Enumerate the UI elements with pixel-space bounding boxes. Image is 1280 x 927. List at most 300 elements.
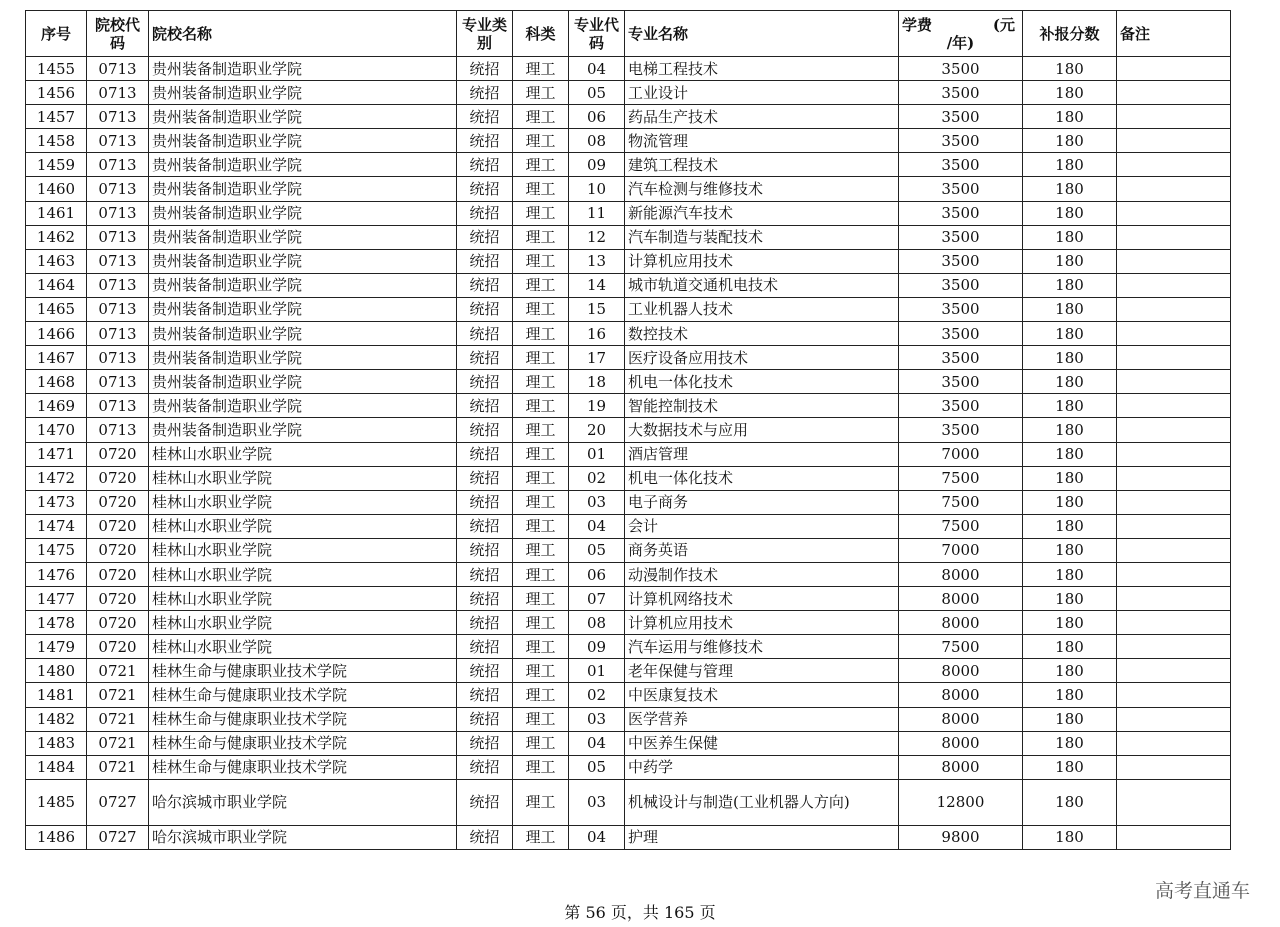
table-row	[26, 394, 1231, 418]
cell-category: 统招	[457, 731, 513, 755]
cell-school-code: 0713	[87, 129, 149, 153]
cell-seq: 1463	[26, 249, 87, 273]
cell-major-name: 酒店管理	[625, 442, 899, 466]
table-row	[26, 562, 1231, 586]
table-row	[26, 201, 1231, 225]
cell-major-name: 工业机器人技术	[625, 297, 899, 321]
cell-school-code: 0727	[87, 779, 149, 825]
cell-score: 180	[1023, 249, 1117, 273]
cell-category: 统招	[457, 249, 513, 273]
cell-school-name: 桂林生命与健康职业技术学院	[149, 659, 457, 683]
cell-seq: 1471	[26, 442, 87, 466]
cell-score: 180	[1023, 538, 1117, 562]
cell-subject: 理工	[513, 322, 569, 346]
cell-school-name: 贵州装备制造职业学院	[149, 370, 457, 394]
cell-major-code: 01	[569, 659, 625, 683]
cell-category: 统招	[457, 346, 513, 370]
header-row	[26, 11, 1231, 57]
cell-remark	[1117, 587, 1231, 611]
table-row	[26, 57, 1231, 81]
cell-major-name: 中医养生保健	[625, 731, 899, 755]
cell-remark	[1117, 731, 1231, 755]
cell-school-name: 哈尔滨城市职业学院	[149, 825, 457, 849]
cell-school-name: 贵州装备制造职业学院	[149, 201, 457, 225]
cell-school-name: 贵州装备制造职业学院	[149, 153, 457, 177]
cell-fee: 3500	[899, 81, 1023, 105]
cell-subject: 理工	[513, 683, 569, 707]
cell-school-code: 0721	[87, 707, 149, 731]
table-row	[26, 442, 1231, 466]
cell-seq: 1483	[26, 731, 87, 755]
cell-subject: 理工	[513, 825, 569, 849]
cell-fee: 8000	[899, 562, 1023, 586]
cell-category: 统招	[457, 635, 513, 659]
cell-school-name: 贵州装备制造职业学院	[149, 129, 457, 153]
cell-seq: 1484	[26, 755, 87, 779]
cell-remark	[1117, 683, 1231, 707]
table-row	[26, 587, 1231, 611]
cell-subject: 理工	[513, 57, 569, 81]
cell-school-code: 0713	[87, 297, 149, 321]
cell-seq: 1472	[26, 466, 87, 490]
cell-score: 180	[1023, 346, 1117, 370]
cell-major-code: 20	[569, 418, 625, 442]
cell-seq: 1486	[26, 825, 87, 849]
cell-fee: 3500	[899, 322, 1023, 346]
table-row	[26, 81, 1231, 105]
cell-subject: 理工	[513, 707, 569, 731]
cell-score: 180	[1023, 825, 1117, 849]
cell-major-name: 物流管理	[625, 129, 899, 153]
table-row	[26, 297, 1231, 321]
cell-school-code: 0713	[87, 249, 149, 273]
table-row	[26, 779, 1231, 825]
cell-seq: 1457	[26, 105, 87, 129]
cell-fee: 3500	[899, 225, 1023, 249]
cell-fee: 9800	[899, 825, 1023, 849]
cell-category: 统招	[457, 129, 513, 153]
cell-major-name: 会计	[625, 514, 899, 538]
cell-seq: 1474	[26, 514, 87, 538]
cell-subject: 理工	[513, 587, 569, 611]
cell-fee: 3500	[899, 346, 1023, 370]
cell-major-code: 15	[569, 297, 625, 321]
cell-fee: 3500	[899, 129, 1023, 153]
cell-seq: 1482	[26, 707, 87, 731]
table-row	[26, 755, 1231, 779]
cell-major-name: 数控技术	[625, 322, 899, 346]
cell-fee: 3500	[899, 57, 1023, 81]
cell-score: 180	[1023, 297, 1117, 321]
cell-school-name: 桂林山水职业学院	[149, 587, 457, 611]
cell-remark	[1117, 346, 1231, 370]
cell-school-code: 0713	[87, 418, 149, 442]
cell-major-code: 06	[569, 562, 625, 586]
cell-major-name: 医疗设备应用技术	[625, 346, 899, 370]
table-row	[26, 370, 1231, 394]
cell-remark	[1117, 177, 1231, 201]
cell-category: 统招	[457, 57, 513, 81]
cell-school-name: 桂林生命与健康职业技术学院	[149, 707, 457, 731]
cell-major-code: 13	[569, 249, 625, 273]
cell-category: 统招	[457, 81, 513, 105]
cell-school-name: 桂林山水职业学院	[149, 466, 457, 490]
cell-major-code: 09	[569, 153, 625, 177]
cell-score: 180	[1023, 659, 1117, 683]
cell-score: 180	[1023, 731, 1117, 755]
cell-school-name: 贵州装备制造职业学院	[149, 249, 457, 273]
cell-score: 180	[1023, 514, 1117, 538]
cell-major-code: 08	[569, 129, 625, 153]
cell-seq: 1479	[26, 635, 87, 659]
cell-fee: 8000	[899, 683, 1023, 707]
cell-school-name: 桂林山水职业学院	[149, 611, 457, 635]
cell-remark	[1117, 825, 1231, 849]
cell-category: 统招	[457, 611, 513, 635]
cell-major-code: 05	[569, 538, 625, 562]
cell-score: 180	[1023, 177, 1117, 201]
cell-school-code: 0713	[87, 153, 149, 177]
cell-subject: 理工	[513, 177, 569, 201]
cell-category: 统招	[457, 538, 513, 562]
cell-remark	[1117, 514, 1231, 538]
cell-score: 180	[1023, 57, 1117, 81]
cell-subject: 理工	[513, 394, 569, 418]
table-row	[26, 177, 1231, 201]
cell-fee: 3500	[899, 201, 1023, 225]
cell-fee: 8000	[899, 587, 1023, 611]
cell-seq: 1461	[26, 201, 87, 225]
cell-subject: 理工	[513, 346, 569, 370]
cell-subject: 理工	[513, 297, 569, 321]
cell-school-name: 桂林山水职业学院	[149, 490, 457, 514]
cell-major-code: 02	[569, 683, 625, 707]
cell-remark	[1117, 297, 1231, 321]
cell-category: 统招	[457, 105, 513, 129]
cell-school-code: 0713	[87, 105, 149, 129]
cell-score: 180	[1023, 466, 1117, 490]
cell-school-code: 0720	[87, 514, 149, 538]
cell-major-code: 03	[569, 707, 625, 731]
cell-remark	[1117, 370, 1231, 394]
cell-category: 统招	[457, 153, 513, 177]
cell-subject: 理工	[513, 514, 569, 538]
cell-major-code: 04	[569, 825, 625, 849]
cell-major-code: 02	[569, 466, 625, 490]
cell-major-name: 计算机应用技术	[625, 249, 899, 273]
cell-major-name: 中医康复技术	[625, 683, 899, 707]
header-major-code: 专业代码	[569, 11, 625, 57]
cell-fee: 7500	[899, 490, 1023, 514]
table-row	[26, 129, 1231, 153]
cell-major-code: 09	[569, 635, 625, 659]
cell-major-code: 12	[569, 225, 625, 249]
cell-major-name: 汽车制造与装配技术	[625, 225, 899, 249]
cell-school-code: 0713	[87, 177, 149, 201]
header-seq: 序号	[26, 11, 87, 57]
cell-remark	[1117, 129, 1231, 153]
cell-fee: 3500	[899, 370, 1023, 394]
cell-fee: 8000	[899, 659, 1023, 683]
cell-subject: 理工	[513, 105, 569, 129]
cell-score: 180	[1023, 755, 1117, 779]
cell-school-code: 0721	[87, 683, 149, 707]
cell-remark	[1117, 659, 1231, 683]
cell-seq: 1478	[26, 611, 87, 635]
cell-school-code: 0713	[87, 322, 149, 346]
cell-seq: 1464	[26, 273, 87, 297]
cell-major-name: 汽车检测与维修技术	[625, 177, 899, 201]
cell-remark	[1117, 105, 1231, 129]
cell-fee: 7500	[899, 466, 1023, 490]
cell-school-name: 桂林山水职业学院	[149, 442, 457, 466]
header-score: 补报分数	[1023, 11, 1117, 57]
cell-major-name: 机电一体化技术	[625, 370, 899, 394]
cell-fee: 3500	[899, 273, 1023, 297]
cell-major-name: 商务英语	[625, 538, 899, 562]
table-row	[26, 346, 1231, 370]
cell-remark	[1117, 707, 1231, 731]
table-row	[26, 249, 1231, 273]
cell-remark	[1117, 635, 1231, 659]
cell-category: 统招	[457, 466, 513, 490]
cell-category: 统招	[457, 225, 513, 249]
cell-major-code: 06	[569, 105, 625, 129]
header-school-name: 院校名称	[149, 11, 457, 57]
cell-school-code: 0720	[87, 635, 149, 659]
header-fee-unit-open: (元	[992, 15, 1015, 34]
cell-score: 180	[1023, 490, 1117, 514]
cell-score: 180	[1023, 322, 1117, 346]
table-row	[26, 825, 1231, 849]
cell-school-name: 贵州装备制造职业学院	[149, 57, 457, 81]
cell-score: 180	[1023, 81, 1117, 105]
cell-major-name: 电梯工程技术	[625, 57, 899, 81]
cell-school-code: 0720	[87, 466, 149, 490]
cell-major-name: 医学营养	[625, 707, 899, 731]
cell-major-name: 计算机应用技术	[625, 611, 899, 635]
cell-major-code: 18	[569, 370, 625, 394]
cell-school-name: 桂林山水职业学院	[149, 635, 457, 659]
table-row	[26, 635, 1231, 659]
cell-fee: 8000	[899, 707, 1023, 731]
cell-school-code: 0713	[87, 225, 149, 249]
cell-seq: 1475	[26, 538, 87, 562]
cell-remark	[1117, 779, 1231, 825]
cell-fee: 7000	[899, 442, 1023, 466]
cell-school-code: 0720	[87, 442, 149, 466]
cell-subject: 理工	[513, 225, 569, 249]
cell-seq: 1470	[26, 418, 87, 442]
table-row	[26, 153, 1231, 177]
table-row	[26, 683, 1231, 707]
cell-school-code: 0720	[87, 490, 149, 514]
cell-school-code: 0713	[87, 57, 149, 81]
cell-major-name: 城市轨道交通机电技术	[625, 273, 899, 297]
cell-category: 统招	[457, 779, 513, 825]
header-fee-label: 学费	[902, 15, 933, 34]
cell-school-code: 0727	[87, 825, 149, 849]
cell-category: 统招	[457, 707, 513, 731]
cell-school-name: 桂林生命与健康职业技术学院	[149, 731, 457, 755]
cell-fee: 3500	[899, 418, 1023, 442]
cell-subject: 理工	[513, 418, 569, 442]
cell-remark	[1117, 322, 1231, 346]
cell-fee: 8000	[899, 755, 1023, 779]
cell-remark	[1117, 562, 1231, 586]
cell-seq: 1476	[26, 562, 87, 586]
cell-school-code: 0713	[87, 81, 149, 105]
cell-category: 统招	[457, 755, 513, 779]
cell-remark	[1117, 153, 1231, 177]
cell-school-name: 桂林山水职业学院	[149, 562, 457, 586]
cell-school-name: 贵州装备制造职业学院	[149, 273, 457, 297]
cell-major-name: 大数据技术与应用	[625, 418, 899, 442]
cell-score: 180	[1023, 707, 1117, 731]
cell-major-name: 机电一体化技术	[625, 466, 899, 490]
cell-major-code: 17	[569, 346, 625, 370]
cell-seq: 1477	[26, 587, 87, 611]
cell-seq: 1485	[26, 779, 87, 825]
cell-fee: 3500	[899, 249, 1023, 273]
cell-score: 180	[1023, 635, 1117, 659]
cell-subject: 理工	[513, 466, 569, 490]
cell-school-name: 贵州装备制造职业学院	[149, 105, 457, 129]
cell-major-code: 19	[569, 394, 625, 418]
cell-remark	[1117, 201, 1231, 225]
cell-subject: 理工	[513, 273, 569, 297]
watermark: 高考直通车	[1154, 880, 1250, 902]
cell-category: 统招	[457, 442, 513, 466]
cell-fee: 7500	[899, 514, 1023, 538]
cell-category: 统招	[457, 322, 513, 346]
cell-subject: 理工	[513, 370, 569, 394]
header-major-name: 专业名称	[625, 11, 899, 57]
cell-subject: 理工	[513, 635, 569, 659]
cell-score: 180	[1023, 442, 1117, 466]
cell-seq: 1458	[26, 129, 87, 153]
cell-seq: 1455	[26, 57, 87, 81]
cell-score: 180	[1023, 611, 1117, 635]
cell-major-name: 工业设计	[625, 81, 899, 105]
cell-fee: 3500	[899, 177, 1023, 201]
table-row	[26, 707, 1231, 731]
cell-seq: 1456	[26, 81, 87, 105]
cell-seq: 1459	[26, 153, 87, 177]
cell-school-name: 贵州装备制造职业学院	[149, 322, 457, 346]
cell-score: 180	[1023, 201, 1117, 225]
cell-score: 180	[1023, 129, 1117, 153]
cell-remark	[1117, 466, 1231, 490]
cell-school-code: 0721	[87, 755, 149, 779]
cell-score: 180	[1023, 225, 1117, 249]
cell-school-name: 贵州装备制造职业学院	[149, 418, 457, 442]
cell-major-code: 05	[569, 755, 625, 779]
cell-remark	[1117, 394, 1231, 418]
cell-major-code: 16	[569, 322, 625, 346]
cell-remark	[1117, 538, 1231, 562]
header-subject: 科类	[513, 11, 569, 57]
cell-school-code: 0713	[87, 370, 149, 394]
cell-category: 统招	[457, 177, 513, 201]
cell-remark	[1117, 57, 1231, 81]
cell-school-name: 贵州装备制造职业学院	[149, 177, 457, 201]
cell-major-name: 智能控制技术	[625, 394, 899, 418]
cell-major-code: 01	[569, 442, 625, 466]
table-row	[26, 466, 1231, 490]
cell-subject: 理工	[513, 201, 569, 225]
cell-fee: 3500	[899, 297, 1023, 321]
cell-subject: 理工	[513, 562, 569, 586]
cell-major-code: 11	[569, 201, 625, 225]
table-row	[26, 611, 1231, 635]
cell-fee: 7500	[899, 635, 1023, 659]
cell-school-code: 0720	[87, 611, 149, 635]
cell-major-code: 03	[569, 779, 625, 825]
cell-category: 统招	[457, 201, 513, 225]
cell-major-code: 03	[569, 490, 625, 514]
cell-school-name: 桂林山水职业学院	[149, 538, 457, 562]
cell-major-code: 04	[569, 514, 625, 538]
cell-school-code: 0713	[87, 394, 149, 418]
cell-score: 180	[1023, 370, 1117, 394]
cell-major-code: 07	[569, 587, 625, 611]
cell-score: 180	[1023, 683, 1117, 707]
cell-subject: 理工	[513, 81, 569, 105]
cell-major-code: 08	[569, 611, 625, 635]
cell-major-code: 14	[569, 273, 625, 297]
cell-school-code: 0721	[87, 731, 149, 755]
cell-remark	[1117, 249, 1231, 273]
cell-school-name: 桂林生命与健康职业技术学院	[149, 683, 457, 707]
cell-score: 180	[1023, 273, 1117, 297]
header-fee-unit-close: /年)	[946, 33, 975, 52]
cell-school-name: 贵州装备制造职业学院	[149, 81, 457, 105]
cell-school-code: 0713	[87, 346, 149, 370]
cell-seq: 1467	[26, 346, 87, 370]
cell-subject: 理工	[513, 731, 569, 755]
table-row	[26, 225, 1231, 249]
cell-category: 统招	[457, 297, 513, 321]
cell-remark	[1117, 81, 1231, 105]
cell-remark	[1117, 418, 1231, 442]
table-row	[26, 273, 1231, 297]
cell-category: 统招	[457, 394, 513, 418]
cell-category: 统招	[457, 418, 513, 442]
cell-school-name: 贵州装备制造职业学院	[149, 297, 457, 321]
table-row	[26, 538, 1231, 562]
cell-major-name: 动漫制作技术	[625, 562, 899, 586]
cell-remark	[1117, 755, 1231, 779]
cell-subject: 理工	[513, 538, 569, 562]
cell-fee: 12800	[899, 779, 1023, 825]
cell-score: 180	[1023, 418, 1117, 442]
cell-school-code: 0721	[87, 659, 149, 683]
table-row	[26, 490, 1231, 514]
cell-subject: 理工	[513, 755, 569, 779]
cell-seq: 1480	[26, 659, 87, 683]
table-row	[26, 105, 1231, 129]
cell-category: 统招	[457, 683, 513, 707]
cell-seq: 1466	[26, 322, 87, 346]
cell-school-name: 贵州装备制造职业学院	[149, 394, 457, 418]
cell-fee: 8000	[899, 731, 1023, 755]
cell-major-name: 药品生产技术	[625, 105, 899, 129]
cell-score: 180	[1023, 562, 1117, 586]
cell-remark	[1117, 490, 1231, 514]
cell-score: 180	[1023, 394, 1117, 418]
cell-major-name: 新能源汽车技术	[625, 201, 899, 225]
